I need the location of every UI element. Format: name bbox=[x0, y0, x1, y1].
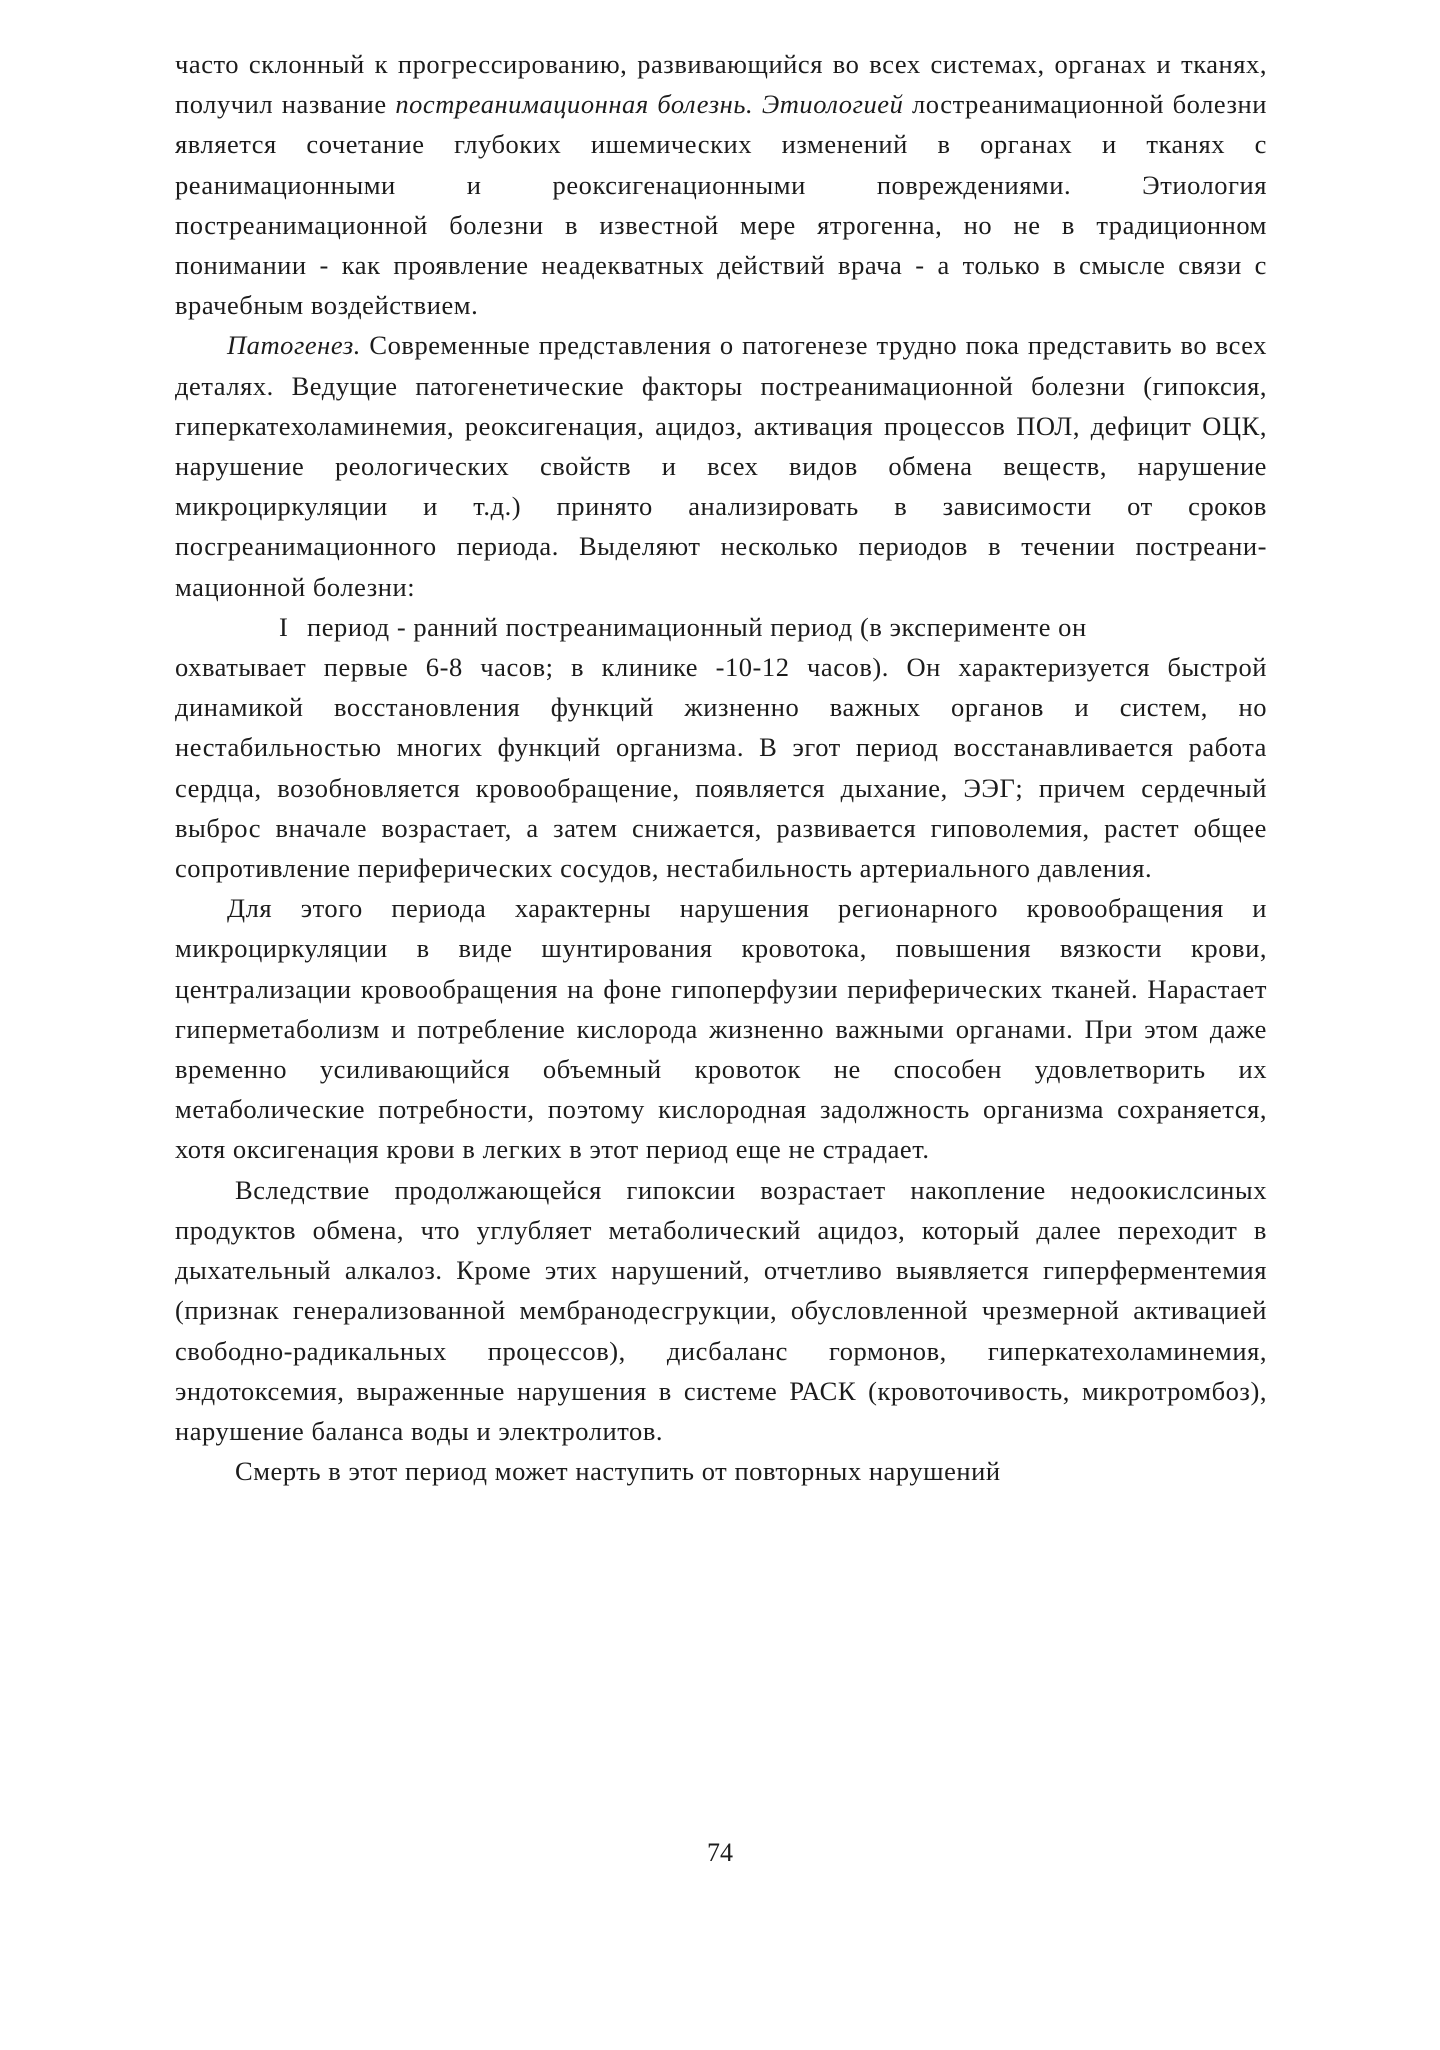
period-numeral: I bbox=[279, 611, 289, 642]
italic-term-etiology: Этиологией bbox=[761, 89, 904, 120]
paragraph-period-one bbox=[175, 607, 1267, 888]
italic-term-pathogenesis: Патогенез. bbox=[227, 330, 361, 361]
italic-term-postresuscitation-disease: постреанимационная болезнь. bbox=[395, 89, 754, 120]
document-page bbox=[175, 44, 1267, 1491]
period-one-first-line bbox=[175, 607, 1317, 647]
word-separator bbox=[753, 89, 762, 119]
page-number: 74 bbox=[707, 1838, 733, 1867]
period-one-body: охватывает первые 6-8 часов; в клинике -10-12 часов). Он характеризуется быстрой динамикой восстановления функций жизненно важных органов и систем, но нестабильностью многих функций организма. В эгот период восстанавливается работа сердца, возобновляется кровообращение, появляется дыхание, ЭЭГ; причем сердечный выброс вначале возрастает, а затем снижается, развивается гиповолемия, растет общее сопротивление периферических сосудов, нестабильность артериального давления. bbox=[175, 652, 1267, 884]
paragraph-death: Смерть в этот период может наступить от повторных нарушений bbox=[235, 1456, 1001, 1487]
paragraph-hypoxia: Вследствие продолжающейся гипоксии возрастает накопление недоокислсиных продуктов обмена, что углубляет метаболический ацидоз, который далее переходит в дыхательный алкалоз. Кроме этих нарушений, отчетливо выявляется гиперферментемия (признак генерализованной мембранодесгрукции, обусловленной чрезмерной активацией свободно-радикальных процессов), дисбаланс гормонов, гиперкатехоламинемия, эндотоксемия, выраженные нарушения в системе РАСК (кровоточивость, микротромбоз), нарушение баланса воды и электролитов. bbox=[175, 1174, 1267, 1446]
paragraph-pathogenesis bbox=[175, 325, 1267, 606]
paragraph-text: часто склонный к прогрессированию, развивающийся во всех системах, органах и тканях, получил название bbox=[175, 49, 1267, 120]
paragraph-etiology bbox=[175, 44, 1267, 325]
paragraph-text: лостреанимационной болезни является сочетание глубоких ишемических изменений в органах и тканях с реанимационными и реоксигенационными повреждениями. Этиология постреанимационной болезни в известной мере ятрогенна, но не в традиционном понимании - как проявление неадекватных действий врача - а только в смысле связи с врачебным воздействием. bbox=[175, 89, 1267, 321]
paragraph-text: Современные представления о патогенезе трудно пока представить во всех деталях. Ведущие патогенетические факторы постреанимационной болезни (гипоксия, гиперкатехоламинемия, реоксигенация, ацидоз, активация процессов ПОЛ, дефицит ОЦК, нарушение реологических свойств и всех видов обмена веществ, нарушение микроциркуляции и т.д.) принято анализировать в зависимости от сроков посгреанимационного периода. Выделяют несколько периодов в течении постреани-мационной болезни: bbox=[175, 330, 1267, 602]
paragraph-circulation: Для этого периода характерны нарушения регионарного кровообращения и микроциркуляции в виде шунтирования кровотока, повышения вязкости крови, централизации кровообращения на фоне гипоперфузии периферических тканей. Нарастает гиперметаболизм и потребление кислорода жизненно важными органами. При этом даже временно усиливающийся объемный кровоток не способен удовлетворить их метаболические потребности, поэтому кислородная задолжность организма сохраняется, хотя оксигенация крови в легких в этот период еще не страдает. bbox=[175, 893, 1267, 1165]
paragraph-text: период - ранний постреанимационный период (в эксперименте он bbox=[307, 611, 1087, 642]
